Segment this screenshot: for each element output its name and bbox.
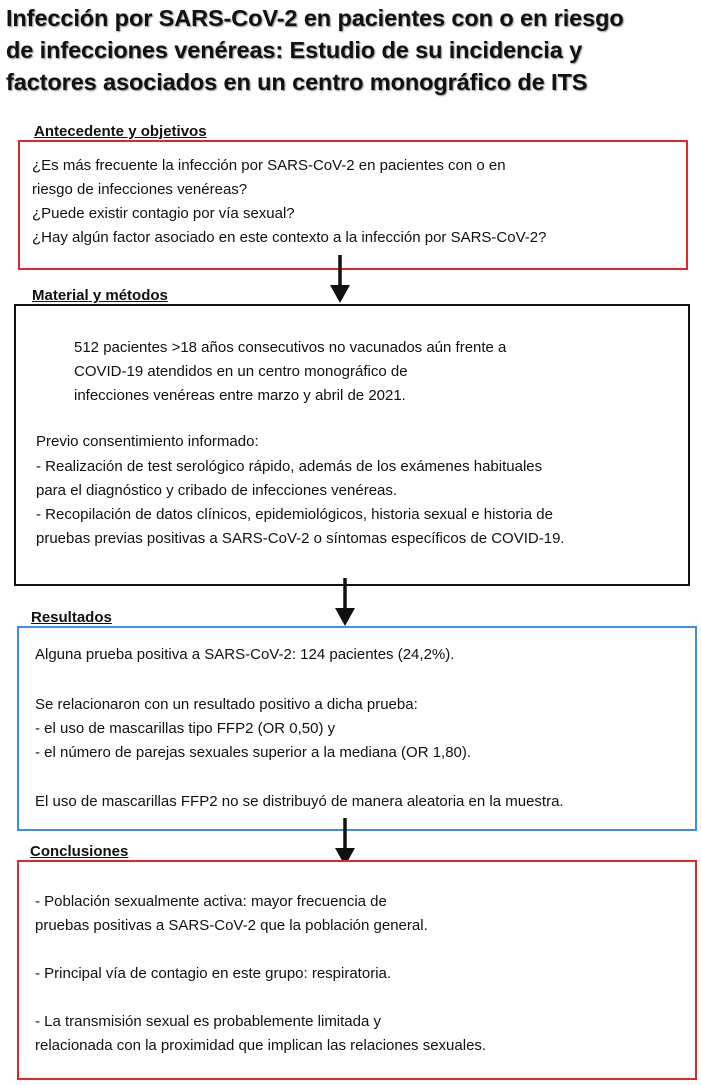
- conclusions-line: relacionada con la proximidad que implican las relaciones sexuales.: [35, 1037, 487, 1054]
- methods-line: - Realización de test serológico rápido, además de los exámenes habituales: [36, 458, 543, 475]
- conclusions-box: [17, 860, 697, 1080]
- conclusions-line: - Población sexualmente activa: mayor frecuencia de: [35, 893, 387, 910]
- results-line: Se relacionaron con un resultado positivo a dicha prueba:: [35, 696, 418, 713]
- background-line: riesgo de infecciones venéreas?: [32, 181, 248, 198]
- results-box: [17, 626, 697, 831]
- section-label-methods: Material y métodos: [32, 287, 168, 304]
- title-line: Infección por SARS-CoV-2 en pacientes con o en riesgo: [6, 5, 624, 31]
- methods-line: - Recopilación de datos clínicos, epidemiológicos, historia sexual e historia de: [36, 506, 553, 523]
- title-line: de infecciones venéreas: Estudio de su incidencia y: [6, 37, 583, 63]
- poster-title: [6, 2, 698, 98]
- methods-line: 512 pacientes >18 años consecutivos no vacunados aún frente a: [74, 339, 507, 356]
- conclusions-line: - Principal vía de contagio en este grupo: respiratoria.: [35, 965, 392, 982]
- background-line: ¿Es más frecuente la infección por SARS-CoV-2 en pacientes con o en: [32, 157, 506, 174]
- section-label-conclusions: Conclusiones: [30, 843, 129, 860]
- methods-line: infecciones venéreas entre marzo y abril de 2021.: [74, 387, 406, 404]
- methods-line: Previo consentimiento informado:: [36, 433, 259, 450]
- methods-line: para el diagnóstico y cribado de infecciones venéreas.: [36, 482, 398, 499]
- background-box: [18, 140, 688, 270]
- results-line: Alguna prueba positiva a SARS-CoV-2: 124 pacientes (24,2%).: [35, 646, 455, 663]
- flow-arrow-icon: [325, 255, 355, 307]
- title-line: factores asociados en un centro monográfico de ITS: [6, 69, 588, 95]
- results-line: - el número de parejas sexuales superior a la mediana (OR 1,80).: [35, 744, 472, 761]
- methods-line: COVID-19 atendidos en un centro monográfico de: [74, 363, 408, 380]
- background-line: ¿Puede existir contagio por vía sexual?: [32, 205, 295, 222]
- conclusions-line: pruebas positivas a SARS-CoV-2 que la población general.: [35, 917, 428, 934]
- methods-line: pruebas previas positivas a SARS-CoV-2 o síntomas específicos de COVID-19.: [36, 530, 565, 547]
- section-label-results: Resultados: [31, 609, 112, 626]
- results-line: - el uso de mascarillas tipo FFP2 (OR 0,50) y: [35, 720, 336, 737]
- methods-box: [14, 304, 690, 586]
- background-line: ¿Hay algún factor asociado en este contexto a la infección por SARS-CoV-2?: [32, 229, 547, 246]
- results-line: El uso de mascarillas FFP2 no se distribuyó de manera aleatoria en la muestra.: [35, 793, 564, 810]
- section-label-background: Antecedente y objetivos: [34, 123, 207, 140]
- conclusions-line: - La transmisión sexual es probablemente limitada y: [35, 1013, 382, 1030]
- flow-arrow-icon: [330, 578, 360, 630]
